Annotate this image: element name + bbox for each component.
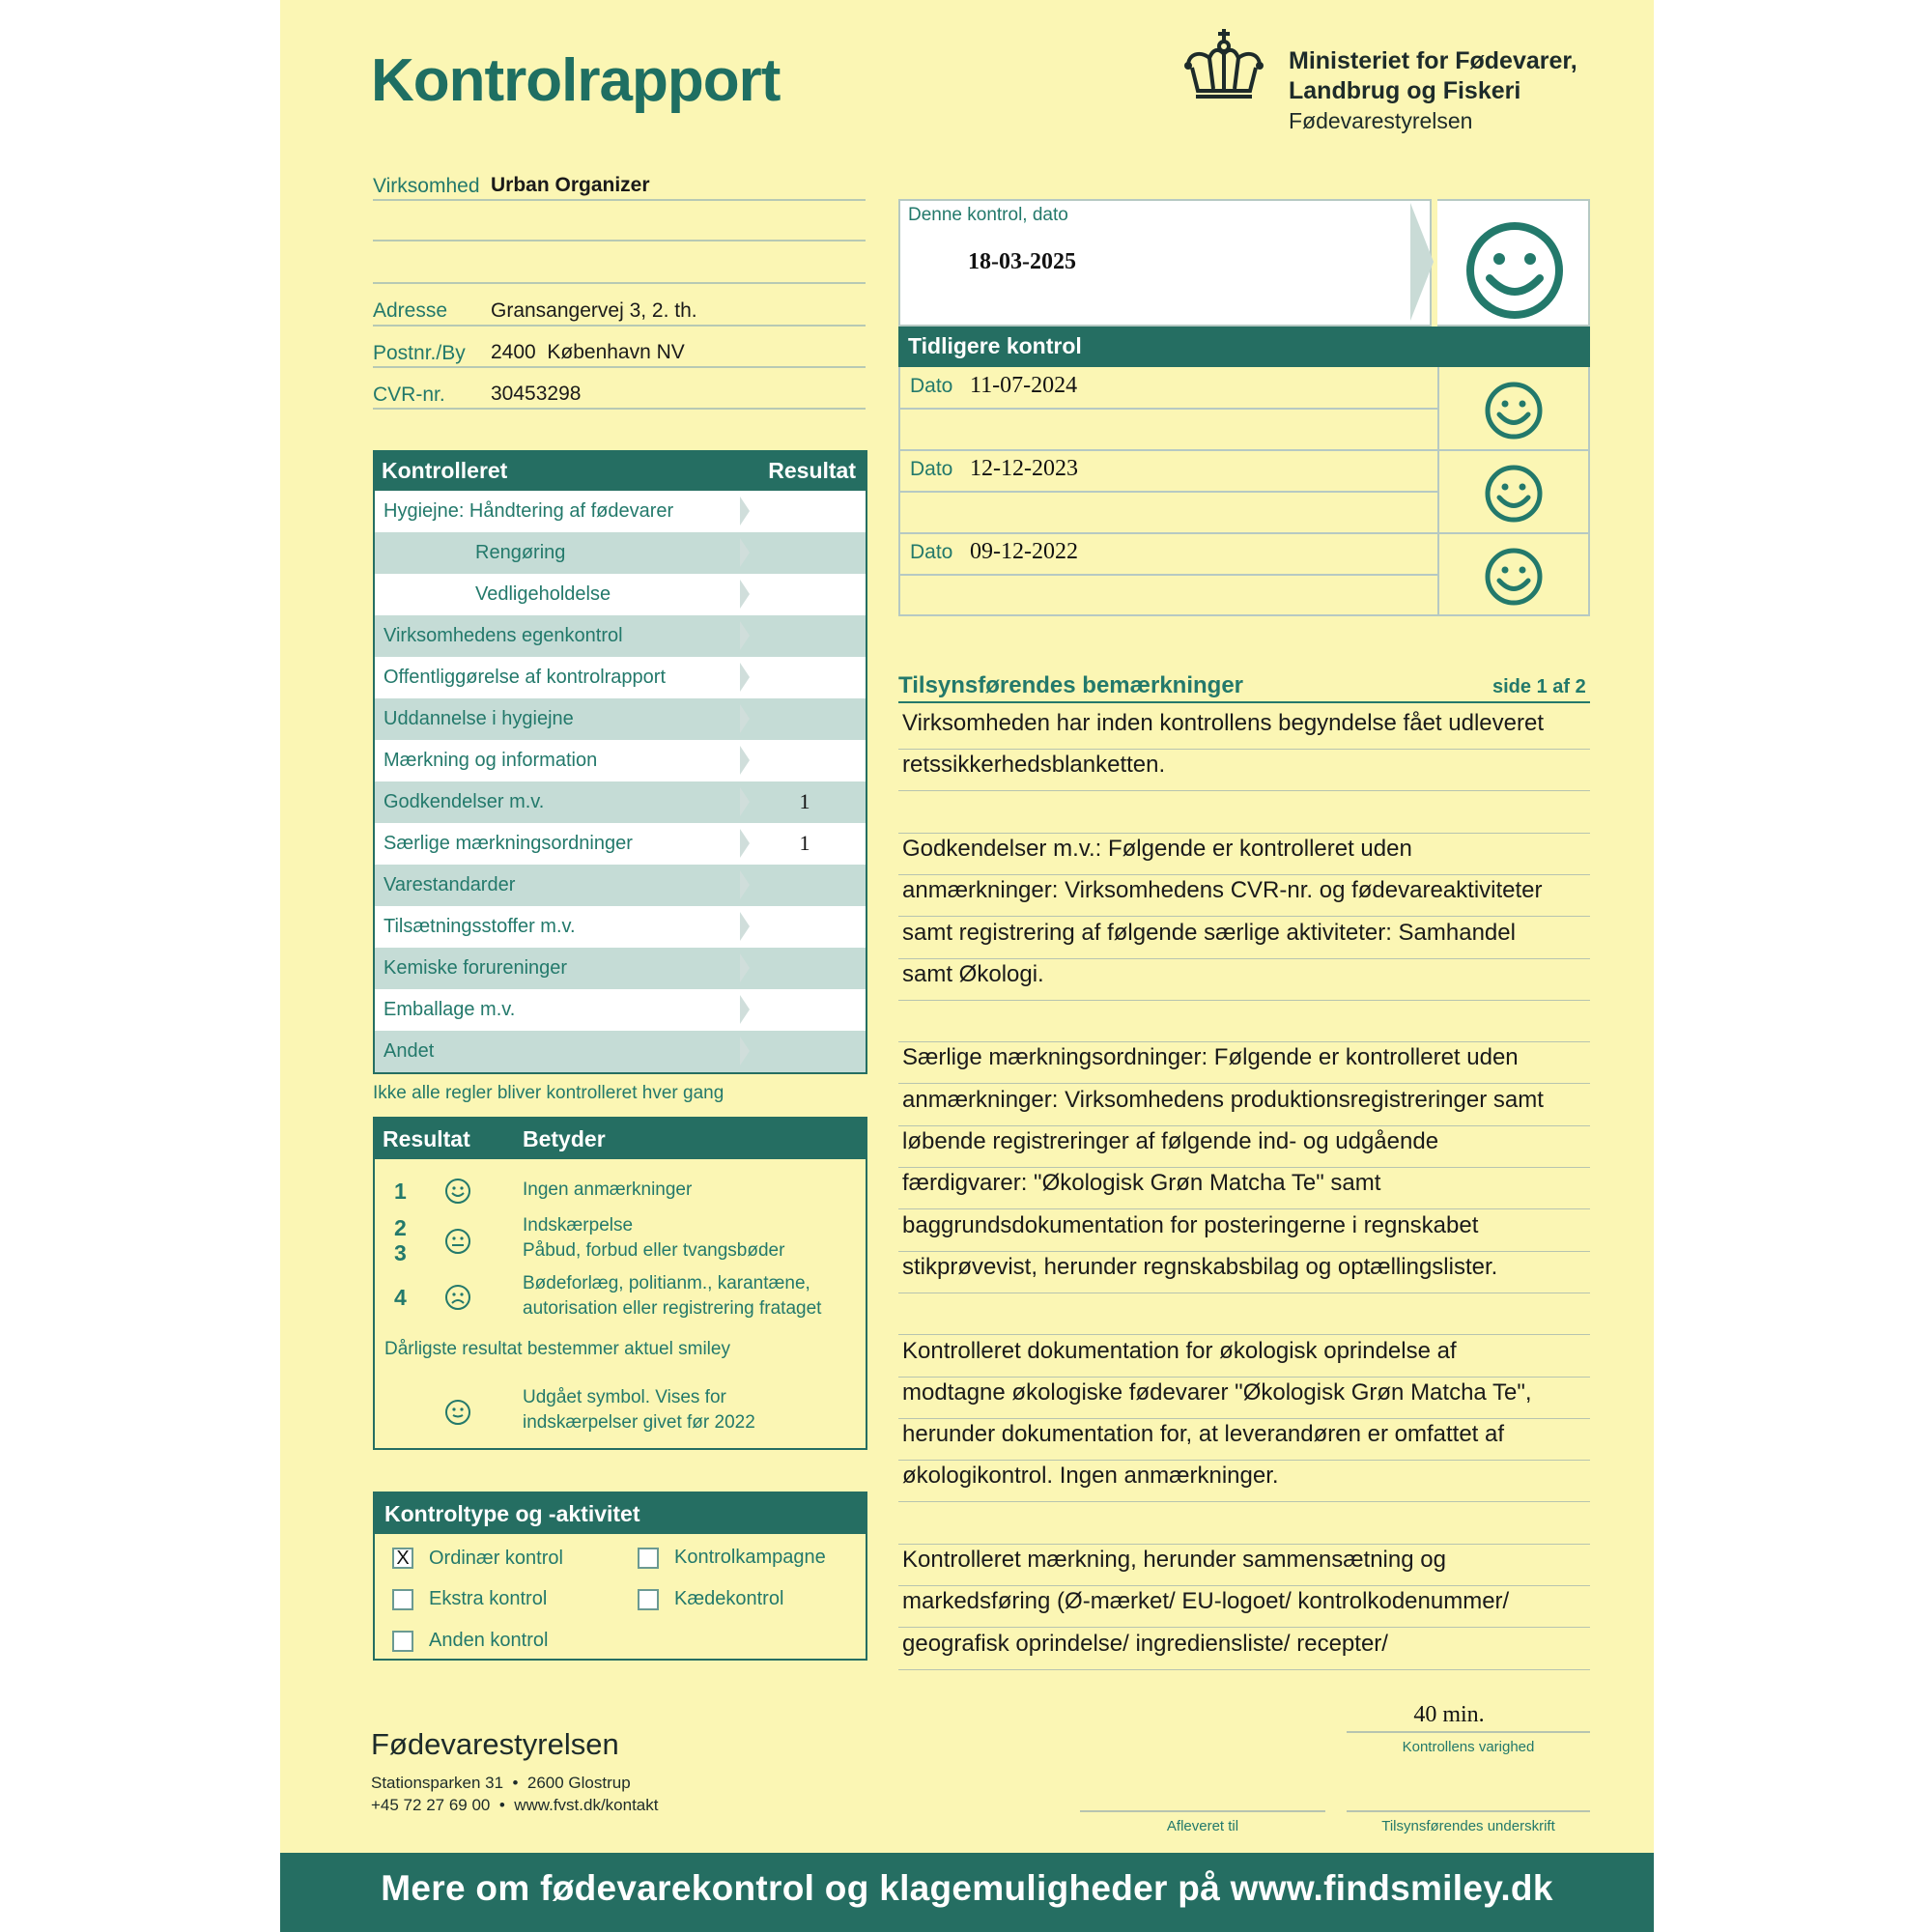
cvr-label: CVR-nr. <box>373 384 445 406</box>
date-label: Dato <box>910 541 953 563</box>
control-type-box <box>373 1492 867 1661</box>
divider <box>1347 1731 1590 1733</box>
footer-text: Mere om fødevarekontrol og klagemuligheder på www.findsmiley.dk <box>381 1868 1553 1908</box>
controlled-row-result: 1 <box>799 831 810 855</box>
arrow-right-icon <box>1408 203 1435 321</box>
arrow-right-icon <box>740 580 750 609</box>
date-label: Dato <box>910 458 953 480</box>
controlled-row <box>373 781 867 823</box>
controlled-row <box>373 698 867 740</box>
divider <box>898 1627 1590 1628</box>
divider <box>373 1072 867 1074</box>
remark-line: retssikkerhedsblanketten. <box>902 752 1166 779</box>
divider <box>1437 367 1439 614</box>
legend-means-label: Betyder <box>523 1126 606 1151</box>
controlled-row-label: Emballage m.v. <box>384 999 516 1020</box>
remark-line: anmærkninger: Virksomhedens CVR-nr. og fødevareaktiviteter <box>902 877 1543 904</box>
controlled-row <box>373 657 867 698</box>
divider <box>898 916 1590 917</box>
arrow-right-icon <box>740 621 750 650</box>
divider <box>898 1544 1590 1545</box>
delivered-to-line <box>1080 1810 1325 1812</box>
remark-line: løbende registreringer af følgende ind- og udgående <box>902 1128 1439 1154</box>
arrow-right-icon <box>740 995 750 1024</box>
page-indicator: side 1 af 2 <box>1492 676 1586 697</box>
remark-line: modtagne økologiske fødevarer "Økologisk Grøn Matcha Te", <box>902 1378 1532 1406</box>
controlled-row <box>373 615 867 657</box>
controlled-row <box>373 491 867 532</box>
arrow-right-icon <box>740 953 750 982</box>
controlled-row-label: Andet <box>384 1040 435 1062</box>
happy-smiley-icon <box>444 1178 471 1205</box>
happy-smiley-icon <box>1484 381 1544 440</box>
previous-controls-grid <box>898 367 1590 616</box>
divider <box>373 240 866 242</box>
ministry-line-2: Landbrug og Fiskeri <box>1289 77 1521 104</box>
divider <box>898 1000 1590 1001</box>
retired-smiley-icon <box>444 1399 471 1426</box>
divider <box>900 574 1437 576</box>
divider <box>898 833 1590 834</box>
controlled-row-result: 1 <box>799 789 810 813</box>
remark-line: Godkendelser m.v.: Følgende er kontrolleret uden <box>902 835 1412 862</box>
previous-date: 11-07-2024 <box>970 373 1078 398</box>
previous-controls-header: Tidligere kontrol <box>898 327 1590 367</box>
legend-text: indskærpelser givet før 2022 <box>523 1412 755 1433</box>
ministry-line-1: Ministeriet for Fødevarer, <box>1289 47 1577 74</box>
remark-line: Kontrolleret dokumentation for økologisk oprindelse af <box>902 1337 1457 1364</box>
business-name-label: Virksomhed <box>373 175 480 197</box>
legend-text: autorisation eller registrering frataget <box>523 1298 822 1319</box>
current-control-label: Denne kontrol, dato <box>908 205 1068 225</box>
remark-line: samt registrering af følgende særlige aktiviteter: Samhandel <box>902 919 1516 946</box>
controlled-row <box>373 740 867 781</box>
remark-line: geografisk oprindelse/ ingrediensliste/ recepter/ <box>902 1630 1388 1657</box>
result-legend <box>373 1117 867 1450</box>
other-control-checkbox[interactable] <box>392 1631 413 1652</box>
address-label: Adresse <box>373 299 448 322</box>
remark-line: herunder dokumentation for, at leverandøren er omfattet af <box>902 1421 1505 1448</box>
postal-label: Postnr./By <box>373 342 466 364</box>
arrow-right-icon <box>740 870 750 899</box>
control-duration: 40 min. <box>1413 1702 1485 1727</box>
divider <box>898 1377 1590 1378</box>
legend-number: 2 <box>394 1215 407 1240</box>
chain-control-checkbox[interactable] <box>638 1589 659 1610</box>
postal-value: 2400 København NV <box>491 341 685 363</box>
duration-label: Kontrollens varighed <box>1402 1739 1535 1755</box>
controlled-note: Ikke alle regler bliver kontrolleret hver gang <box>373 1083 724 1103</box>
legend-text: Udgået symbol. Vises for <box>523 1387 726 1407</box>
controlled-header-label: Kontrolleret <box>382 458 508 483</box>
controlled-row-label: Vedligeholdelse <box>475 583 611 605</box>
controlled-row <box>373 574 867 615</box>
controlled-row-label: Godkendelser m.v. <box>384 791 545 812</box>
legend-text: Ingen anmærkninger <box>523 1179 693 1200</box>
arrow-right-icon <box>740 912 750 941</box>
control-report-sheet <box>280 0 1654 1932</box>
controlled-row-label: Tilsætningsstoffer m.v. <box>384 916 576 937</box>
inspector-signature-label: Tilsynsførendes underskrift <box>1381 1818 1555 1834</box>
divider <box>898 749 1590 750</box>
divider <box>900 408 1437 410</box>
controlled-table-header <box>373 450 867 491</box>
legend-text: Bødeforlæg, politianm., karantæne, <box>523 1273 810 1293</box>
remark-line: baggrundsdokumentation for posteringerne i regnskabet <box>902 1211 1479 1238</box>
extra-control-checkbox[interactable] <box>392 1589 413 1610</box>
business-name: Urban Organizer <box>491 174 650 196</box>
controlled-row <box>373 906 867 948</box>
result-header-label: Resultat <box>768 458 856 483</box>
arrow-right-icon <box>740 663 750 692</box>
arrow-right-icon <box>740 704 750 733</box>
divider <box>373 325 866 327</box>
sad-smiley-icon <box>444 1284 471 1311</box>
previous-date: 12-12-2023 <box>970 456 1078 481</box>
checkbox-label: Kontrolkampagne <box>674 1547 826 1568</box>
date-label: Dato <box>910 375 953 397</box>
controlled-row-label: Offentliggørelse af kontrolrapport <box>384 667 667 688</box>
royal-crown-icon <box>1180 27 1267 104</box>
current-control-date: 18-03-2025 <box>968 249 1076 274</box>
happy-smiley-icon <box>1484 547 1544 607</box>
inspector-signature-line <box>1347 1810 1590 1812</box>
controlled-row <box>373 823 867 865</box>
previous-date: 09-12-2022 <box>970 539 1078 564</box>
controlled-table <box>373 450 867 1074</box>
legend-text: Indskærpelse <box>523 1215 634 1236</box>
divider <box>898 874 1590 875</box>
address-value: Gransangervej 3, 2. th. <box>491 299 697 322</box>
remark-line: økologikontrol. Ingen anmærkninger. <box>902 1463 1279 1490</box>
controlled-row-label: Rengøring <box>475 542 566 563</box>
control-type-header: Kontroltype og -aktivitet <box>375 1493 866 1534</box>
delivered-to-label: Afleveret til <box>1166 1818 1239 1834</box>
controlled-row-label: Uddannelse i hygiejne <box>384 708 574 729</box>
remark-line: færdigvarer: "Økologisk Grøn Matcha Te" samt <box>902 1170 1381 1197</box>
controlled-row-label: Kemiske forureninger <box>384 957 568 979</box>
divider <box>900 532 1590 534</box>
controlled-row-label: Særlige mærkningsordninger <box>384 833 633 854</box>
legend-number: 3 <box>394 1240 407 1265</box>
controlled-row-label: Mærkning og information <box>384 750 598 771</box>
arrow-right-icon <box>740 829 750 858</box>
legend-number: 1 <box>394 1179 407 1204</box>
remarks-title: Tilsynsførendes bemærkninger <box>898 672 1243 698</box>
remark-line: Virksomheden har inden kontrollens begyndelse fået udleveret <box>902 710 1544 736</box>
ministry-name <box>1289 46 1577 136</box>
controlled-row <box>373 989 867 1031</box>
divider <box>898 1251 1590 1252</box>
remark-line: anmærkninger: Virksomhedens produktionsregistreringer samt <box>902 1086 1544 1113</box>
legend-result-label: Resultat <box>383 1126 470 1151</box>
cvr-value: 30453298 <box>491 383 582 405</box>
divider <box>898 1083 1590 1084</box>
divider <box>373 408 866 410</box>
remark-line: stikprøvevist, herunder regnskabsbilag og optællingslister. <box>902 1253 1498 1280</box>
controlled-row-label: Hygiejne: Håndtering af fødevarer <box>384 500 674 522</box>
divider <box>373 366 866 368</box>
divider <box>898 1208 1590 1209</box>
divider <box>898 1041 1590 1042</box>
checkbox-label: Ekstra kontrol <box>429 1588 548 1609</box>
campaign-control-checkbox[interactable] <box>638 1548 659 1569</box>
divider <box>373 199 866 201</box>
checkbox-label: Ordinær kontrol <box>429 1548 563 1569</box>
agency-name: Fødevarestyrelsen <box>371 1727 619 1761</box>
remark-line: Særlige mærkningsordninger: Følgende er kontrolleret uden <box>902 1044 1519 1071</box>
page-title: Kontrolrapport <box>371 47 781 114</box>
divider <box>898 1501 1590 1502</box>
controlled-row <box>373 865 867 906</box>
agency-address <box>371 1772 658 1816</box>
divider <box>898 1669 1590 1670</box>
controlled-row <box>373 532 867 574</box>
agency-street: Stationsparken 31 • 2600 Glostrup <box>371 1774 631 1792</box>
divider <box>898 790 1590 791</box>
divider <box>900 449 1590 451</box>
controlled-row-label: Varestandarder <box>384 874 516 895</box>
divider <box>898 1460 1590 1461</box>
remark-line: markedsføring (Ø-mærket/ EU-logoet/ kontrolkodenummer/ <box>902 1588 1510 1615</box>
divider <box>898 1585 1590 1586</box>
checkbox-label: Kædekontrol <box>674 1588 784 1609</box>
divider <box>898 1167 1590 1168</box>
controlled-row-label: Virksomhedens egenkontrol <box>384 625 623 646</box>
divider <box>898 1334 1590 1335</box>
ordinary-control-checkbox[interactable]: X <box>392 1548 413 1569</box>
controlled-row <box>373 1031 867 1072</box>
arrow-right-icon <box>740 787 750 816</box>
legend-header <box>375 1119 866 1159</box>
divider <box>898 958 1590 959</box>
happy-smiley-icon <box>1484 464 1544 524</box>
agency-contact: +45 72 27 69 00 • www.fvst.dk/kontakt <box>371 1796 659 1814</box>
divider <box>898 1418 1590 1419</box>
legend-text: Påbud, forbud eller tvangsbøder <box>523 1240 785 1261</box>
divider <box>900 491 1437 493</box>
divider <box>373 282 866 284</box>
happy-smiley-icon <box>1464 220 1565 321</box>
arrow-right-icon <box>740 538 750 567</box>
arrow-right-icon <box>740 746 750 775</box>
checkbox-label: Anden kontrol <box>429 1630 549 1651</box>
ministry-line-3: Fødevarestyrelsen <box>1289 108 1473 133</box>
divider <box>898 701 1590 703</box>
divider <box>898 1125 1590 1126</box>
arrow-right-icon <box>740 1037 750 1065</box>
legend-number: 4 <box>394 1285 407 1310</box>
arrow-right-icon <box>740 497 750 526</box>
legend-worst-note: Dårligste resultat bestemmer aktuel smiley <box>384 1339 730 1359</box>
neutral-smiley-icon <box>444 1228 471 1255</box>
remark-line: samt Økologi. <box>902 960 1044 987</box>
remark-line: Kontrolleret mærkning, herunder sammensætning og <box>902 1547 1446 1573</box>
controlled-row <box>373 948 867 989</box>
